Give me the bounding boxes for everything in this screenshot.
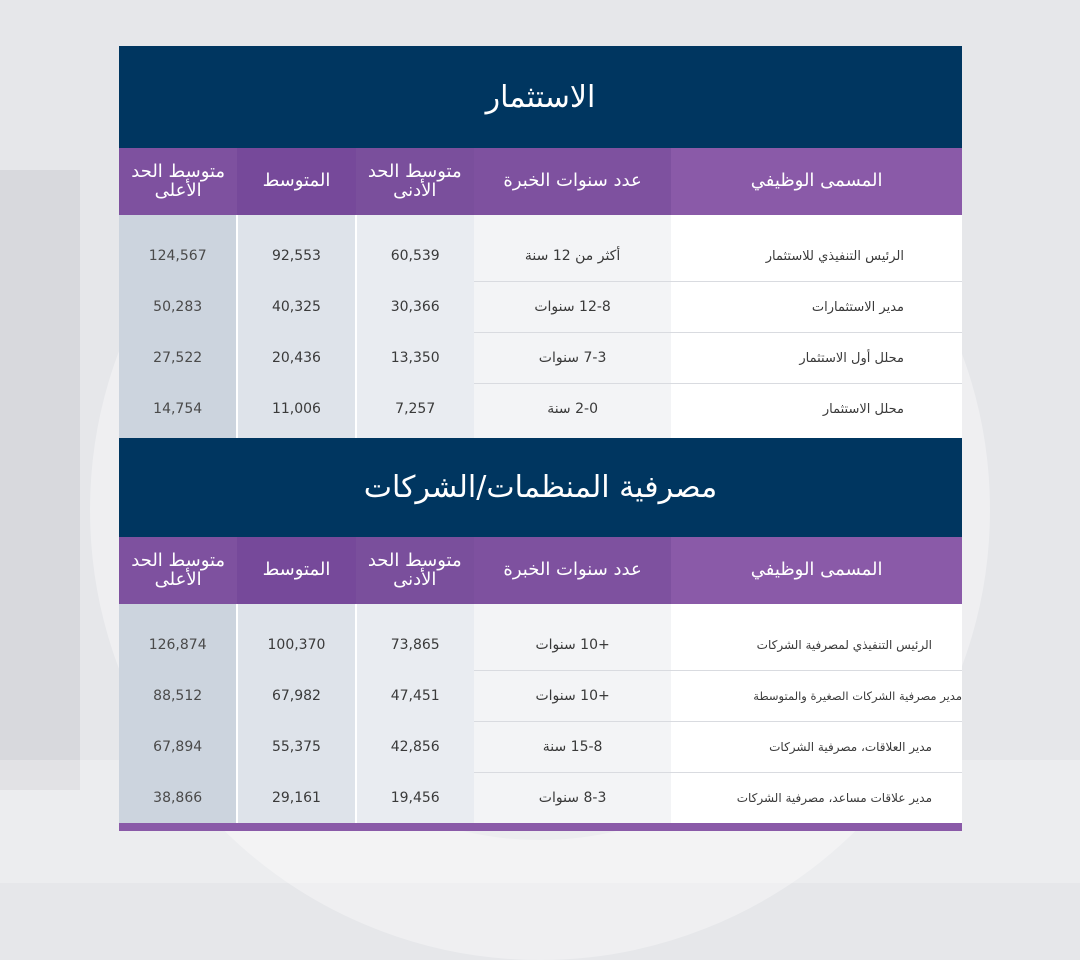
header-min: متوسط الحد الأدنى [356,537,474,604]
header-experience: عدد سنوات الخبرة [474,537,671,604]
cell-avg: 55,375 [237,722,355,773]
cell-experience: 8-3 سنوات [474,773,671,824]
background-shape [0,170,80,790]
cell-experience: 7-3 سنوات [474,333,671,384]
cell-avg: 40,325 [237,282,355,333]
table-row [119,282,962,333]
cell-avg: 92,553 [237,231,355,282]
cell-job-title: الرئيس التنفيذي لمصرفية الشركات [671,620,962,671]
cell-avg: 20,436 [237,333,355,384]
cell-job-title: مدير مصرفية الشركات الصغيرة والمتوسطة [671,671,962,722]
header-max: متوسط الحد الأعلى [119,148,237,215]
table-header-row [119,148,962,215]
cell-max: 67,894 [119,722,237,773]
cell-max: 126,874 [119,620,237,671]
spacer-row [119,215,962,231]
cell-min: 7,257 [356,384,474,435]
header-max: متوسط الحد الأعلى [119,537,237,604]
investment-table [119,148,962,438]
header-experience: عدد سنوات الخبرة [474,148,671,215]
cell-experience: 12-8 سنوات [474,282,671,333]
cell-experience: 2-0 سنة [474,384,671,435]
table-row [119,620,962,671]
cell-experience: 15-8 سنة [474,722,671,773]
cell-job-title: مدير علاقات مساعد، مصرفية الشركات [671,773,962,824]
section-title-corporate-banking: مصرفية المنظمات/الشركات [119,438,962,537]
table-row [119,384,962,435]
header-avg: المتوسط [237,537,355,604]
cell-max: 14,754 [119,384,237,435]
cell-max: 88,512 [119,671,237,722]
cell-max: 124,567 [119,231,237,282]
cell-max: 27,522 [119,333,237,384]
cell-experience: أكثر من 12 سنة [474,231,671,282]
header-job-title: المسمى الوظيفي [671,148,962,215]
cell-job-title: مدير العلاقات، مصرفية الشركات [671,722,962,773]
cell-min: 73,865 [356,620,474,671]
cell-job-title: محلل أول الاستثمار [671,333,962,384]
cell-avg: 100,370 [237,620,355,671]
cell-max: 50,283 [119,282,237,333]
salary-card [119,46,962,831]
spacer-row [119,604,962,620]
cell-avg: 29,161 [237,773,355,824]
cell-avg: 67,982 [237,671,355,722]
cell-min: 42,856 [356,722,474,773]
cell-job-title: الرئيس التنفيذي للاستثمار [671,231,962,282]
table-row [119,773,962,824]
cell-experience: +10 سنوات [474,671,671,722]
table-row [119,722,962,773]
corporate-banking-table [119,537,962,823]
table-row [119,671,962,722]
cell-max: 38,866 [119,773,237,824]
header-job-title: المسمى الوظيفي [671,537,962,604]
header-min: متوسط الحد الأدنى [356,148,474,215]
cell-min: 30,366 [356,282,474,333]
cell-min: 19,456 [356,773,474,824]
cell-min: 60,539 [356,231,474,282]
cell-experience: +10 سنوات [474,620,671,671]
table-header-row [119,537,962,604]
table-row [119,231,962,282]
cell-min: 47,451 [356,671,474,722]
header-avg: المتوسط [237,148,355,215]
section-title-investment: الاستثمار [119,46,962,148]
cell-avg: 11,006 [237,384,355,435]
cell-job-title: محلل الاستثمار [671,384,962,435]
table-row [119,333,962,384]
bottom-accent-bar [119,823,962,831]
cell-min: 13,350 [356,333,474,384]
cell-job-title: مدير الاستثمارات [671,282,962,333]
